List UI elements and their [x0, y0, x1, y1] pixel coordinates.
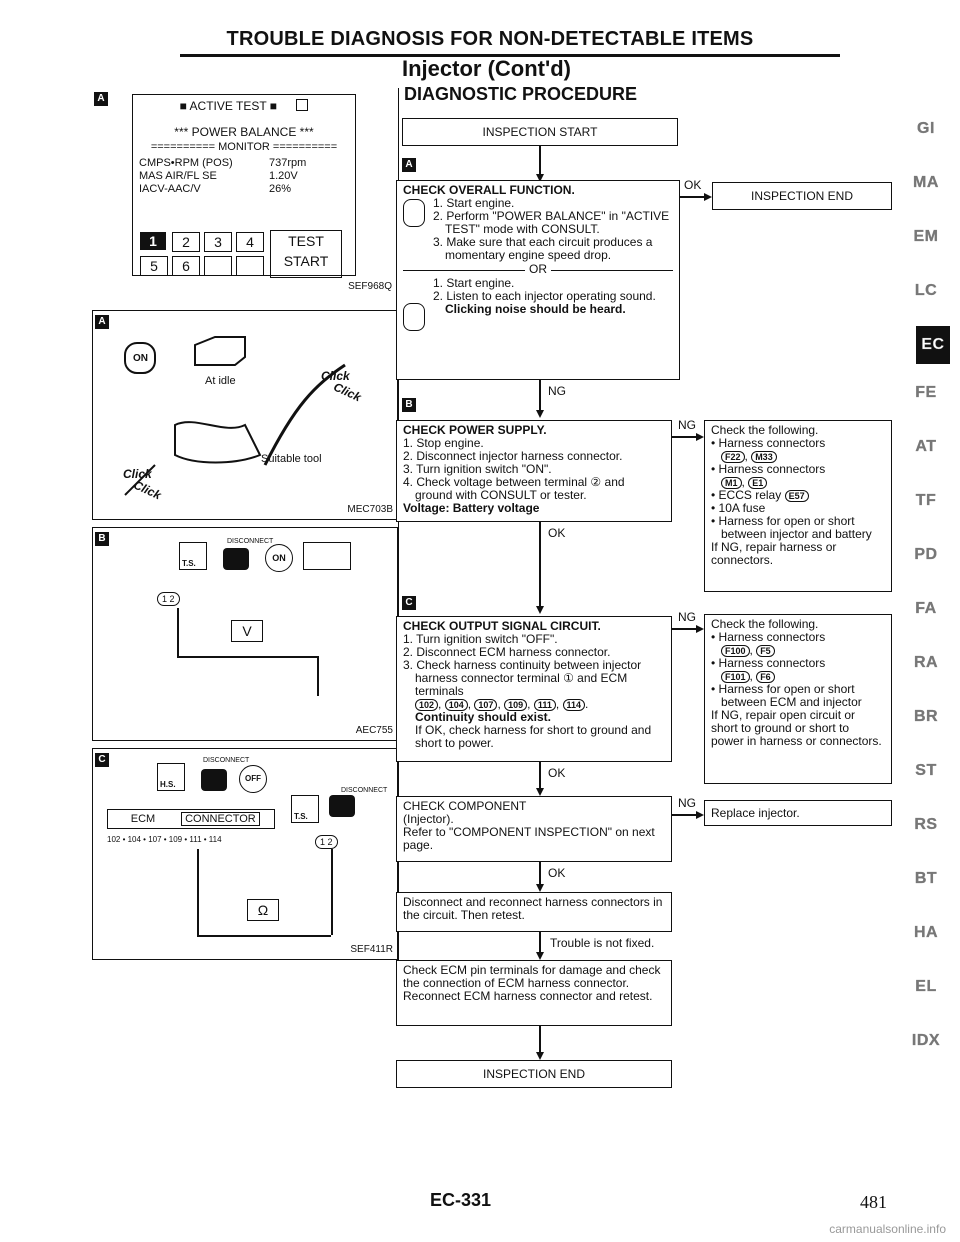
- click-label: Click: [131, 477, 164, 503]
- check-item-text: 10A fuse: [718, 501, 766, 515]
- connector-disconnect-icon: [223, 548, 249, 570]
- monitor-value: 1.20V: [269, 170, 298, 182]
- check-following-box: [704, 614, 892, 784]
- check-following-box: [704, 420, 892, 592]
- flow-line: [672, 628, 698, 630]
- key-blank[interactable]: [204, 256, 232, 276]
- key-1[interactable]: 1: [140, 232, 166, 250]
- connector-pill: F6: [756, 671, 775, 683]
- tab-st[interactable]: ST: [915, 762, 937, 779]
- monitor-rows: [139, 157, 339, 196]
- section-subtitle: Injector (Cont'd): [402, 56, 571, 81]
- step-title: CHECK OUTPUT SIGNAL CIRCUIT.: [403, 619, 601, 633]
- tab-tf[interactable]: TF: [915, 492, 937, 509]
- tab-ra[interactable]: RA: [913, 654, 939, 671]
- ts-label: T.S.: [182, 559, 196, 568]
- monitor-row: [139, 183, 339, 196]
- square-icon: ■: [266, 99, 278, 113]
- check-item-text: Harness connectors: [718, 436, 826, 450]
- probe-wire: [331, 849, 333, 935]
- step-badge-a: A: [402, 158, 416, 172]
- check-item: • Harness connectors: [711, 436, 826, 450]
- step-item: 1. Stop engine.: [403, 436, 484, 450]
- figure-code: SEF411R: [350, 944, 393, 955]
- key-4[interactable]: 4: [236, 232, 264, 252]
- procedure-title: DIAGNOSTIC PROCEDURE: [404, 84, 638, 104]
- tab-rs[interactable]: RS: [914, 816, 938, 833]
- step-item: 2. Disconnect injector harness connector.: [403, 449, 623, 463]
- flow-line: [672, 436, 698, 438]
- connector-label: CONNECTOR: [181, 812, 260, 826]
- step-item: 3. Make sure that each circuit produces a momentary engine speed drop.: [433, 235, 653, 262]
- probe-wire: [197, 935, 331, 937]
- ng-label: NG: [548, 384, 566, 398]
- flow-arrow: [536, 606, 544, 614]
- check-component-box: [396, 796, 672, 862]
- check-item: • Harness connectors: [711, 656, 826, 670]
- pill-row: F101 , F6: [711, 670, 885, 683]
- ts-label: T.S.: [294, 812, 308, 821]
- check-item: • Harness connectors: [711, 462, 826, 476]
- pill-row: F22 , M33: [711, 450, 885, 463]
- hs-label: H.S.: [160, 780, 176, 789]
- ok-label: OK: [548, 766, 566, 780]
- pill-row: 102 , 104 , 107 , 109 , 111 , 114 .: [403, 698, 665, 711]
- ecm-connector-box: [107, 809, 275, 829]
- start-label: START: [283, 253, 329, 269]
- check-overall-function-box: [396, 180, 680, 380]
- connector-disconnect-icon: [329, 795, 355, 817]
- step-item: 1. Turn ignition switch "OFF".: [403, 632, 558, 646]
- ignition-off-icon: OFF: [239, 765, 267, 793]
- monitor-row: [139, 157, 339, 170]
- pill-row: F100 , F5: [711, 644, 885, 657]
- click-label: Click: [321, 369, 350, 383]
- key-2[interactable]: 2: [172, 232, 200, 252]
- check-ecm-pins-box: Check ECM pin terminals for damage and check the connection of ECM harness connector. Reconnect ECM harness connector and retest.: [396, 960, 672, 1026]
- key-6[interactable]: 6: [172, 256, 200, 276]
- check-item-text: Harness for open or short between injector and battery: [718, 514, 872, 541]
- step-result: Continuity should exist.: [415, 710, 552, 724]
- component-title: CHECK COMPONENT: [403, 799, 527, 813]
- figure-output-circuit: [92, 748, 398, 960]
- connector-pill: F100: [721, 645, 750, 657]
- ng-label: NG: [678, 418, 696, 432]
- tab-lc[interactable]: LC: [914, 282, 938, 299]
- check-output-signal-box: [396, 616, 672, 762]
- connector-disconnect-icon: [201, 769, 227, 791]
- check-power-supply-box: [396, 420, 672, 522]
- monitor-label: CMPS•RPM (POS): [139, 157, 233, 169]
- check-item: • Harness for open or short between ECM and injector: [711, 682, 862, 709]
- ts-icon: [291, 795, 319, 823]
- tab-ma[interactable]: MA: [913, 174, 939, 191]
- flow-arrow: [696, 433, 704, 441]
- tab-ha[interactable]: HA: [913, 924, 939, 941]
- step-result: Clicking noise should be heard.: [445, 302, 626, 316]
- checkbox-icon: [296, 99, 308, 111]
- keypad: [132, 226, 358, 286]
- check-item: • Harness for open or short between injector and battery: [711, 514, 872, 541]
- component-line: Refer to "COMPONENT INSPECTION" on next page.: [403, 825, 655, 852]
- idle-label: At idle: [205, 375, 236, 387]
- ohmmeter: Ω: [247, 899, 279, 921]
- flow-arrow: [704, 193, 712, 201]
- connector-pill: F22: [721, 451, 745, 463]
- step-list: [433, 277, 673, 316]
- terminal-pill: 102: [415, 699, 438, 711]
- step-badge-c: C: [402, 596, 416, 610]
- terminal-pill: 109: [504, 699, 527, 711]
- ng-label: NG: [678, 610, 696, 624]
- terminal-pill: 114: [563, 699, 586, 711]
- ok-label: OK: [548, 526, 566, 540]
- flow-line: [672, 814, 698, 816]
- flow-arrow: [536, 952, 544, 960]
- engine-icon: [303, 542, 351, 570]
- screen-title-row: [133, 99, 355, 113]
- check-item: • ECCS relay E57: [711, 489, 885, 502]
- tab-gi[interactable]: GI: [917, 120, 935, 137]
- check-item: • Harness connectors: [711, 630, 826, 644]
- disconnect-label: DISCONNECT: [227, 538, 274, 545]
- ignition-on-icon: ON: [265, 544, 293, 572]
- step-title: CHECK POWER SUPPLY.: [403, 423, 547, 437]
- tab-at[interactable]: AT: [915, 438, 937, 455]
- flow-line: [680, 196, 706, 198]
- figure-power-supply: [92, 527, 398, 741]
- square-icon: ■: [179, 99, 190, 113]
- terminal-pill: 104: [445, 699, 468, 711]
- ok-label: OK: [548, 866, 566, 880]
- voltmeter: V: [231, 620, 263, 642]
- or-divider: [403, 263, 673, 276]
- hs-icon: [157, 763, 185, 791]
- flow-arrow: [536, 884, 544, 892]
- tab-em[interactable]: EM: [913, 228, 939, 245]
- connector-pill: E1: [748, 477, 767, 489]
- click-label: Click: [123, 467, 152, 481]
- page-number: 481: [860, 1192, 887, 1212]
- connector-pill: E57: [785, 490, 809, 502]
- check-title: Check the following.: [711, 423, 819, 437]
- flow-arrow: [536, 410, 544, 418]
- component-line: (Injector).: [403, 812, 454, 826]
- figure-injector-sound: [92, 310, 398, 520]
- screen-title: ACTIVE TEST: [189, 99, 267, 113]
- pill-row: M1 , E1: [711, 476, 885, 489]
- monitor-row: [139, 170, 339, 183]
- disconnect-label: DISCONNECT: [341, 787, 388, 794]
- engine-icon: [195, 337, 245, 365]
- inspection-end-box: INSPECTION END: [712, 182, 892, 210]
- figure-code: AEC755: [355, 725, 393, 736]
- step-item: 1. Start engine.: [433, 276, 515, 290]
- ecm-label: ECM: [130, 813, 156, 825]
- terminal-pill: 111: [534, 699, 556, 711]
- reconnect-harness-box: Disconnect and reconnect harness connectors in the circuit. Then retest.: [396, 892, 672, 932]
- probe-wire: [197, 849, 199, 935]
- tab-fa[interactable]: FA: [915, 600, 937, 617]
- page-title: TROUBLE DIAGNOSIS FOR NON-DETECTABLE ITEMS: [226, 28, 754, 50]
- monitor-value: 737rpm: [269, 157, 307, 169]
- check-item-text: Harness for open or short between ECM and injector: [718, 682, 862, 709]
- terminal-list: 102 • 104 • 107 • 109 • 111 • 114: [107, 835, 222, 844]
- disconnect-label: DISCONNECT: [203, 757, 250, 764]
- tab-idx[interactable]: IDX: [911, 1032, 941, 1049]
- check-item-text: Harness connectors: [718, 630, 826, 644]
- or-label: OR: [525, 262, 551, 276]
- tab-fe[interactable]: FE: [915, 384, 937, 401]
- figure-code: SEF968Q: [348, 281, 392, 292]
- check-item: • 10A fuse: [711, 501, 766, 515]
- watermark: carmanualsonline.info: [829, 1222, 946, 1236]
- step-list: [433, 197, 673, 262]
- power-balance-line: *** POWER BALANCE ***: [174, 125, 314, 139]
- injector-pins: 1 2: [315, 835, 338, 849]
- check-title: Check the following.: [711, 617, 819, 631]
- probe-wire: [177, 656, 317, 658]
- key-5[interactable]: 5: [140, 256, 168, 276]
- key-blank[interactable]: [236, 256, 264, 276]
- figure-badge-a: A: [94, 92, 108, 106]
- tab-el[interactable]: EL: [915, 978, 937, 995]
- tool-label: Suitable tool: [261, 453, 322, 465]
- tab-br[interactable]: BR: [913, 708, 939, 725]
- step-item: 3. Check harness continuity between injector harness connector terminal ① and ECM terminals: [403, 658, 642, 698]
- click-label: Click: [331, 379, 364, 405]
- connector-pins: 1 2: [157, 592, 180, 606]
- check-footer: If NG, repair harness or connectors.: [711, 540, 837, 567]
- step-item: 2. Disconnect ECM harness connector.: [403, 645, 611, 659]
- tab-bt[interactable]: BT: [914, 870, 938, 887]
- on-label: ON: [133, 353, 148, 364]
- step-title: CHECK OVERALL FUNCTION.: [403, 183, 575, 197]
- connector-pill: F5: [756, 645, 775, 657]
- check-item-text: Harness connectors: [718, 462, 826, 476]
- flow-arrow: [696, 811, 704, 819]
- check-item-text: Harness connectors: [718, 656, 826, 670]
- ts-icon: [179, 542, 207, 570]
- monitor-label: IACV-AAC/V: [139, 183, 201, 195]
- test-label: TEST: [288, 233, 324, 249]
- flow-line: [539, 522, 541, 610]
- ok-label: OK: [684, 178, 702, 192]
- connector-pill: F101: [721, 671, 750, 683]
- ng-label: NG: [678, 796, 696, 810]
- monitor-line: ========== MONITOR ==========: [150, 141, 338, 153]
- step-result: Voltage: Battery voltage: [403, 501, 540, 515]
- flow-line: [539, 146, 541, 176]
- key-3[interactable]: 3: [204, 232, 232, 252]
- check-footer: If NG, repair open circuit or short to ground or short to power in harness or connectors.: [711, 708, 882, 748]
- figure-badge-c: C: [95, 753, 109, 767]
- connector-pill: M1: [721, 477, 742, 489]
- flow-arrow: [696, 625, 704, 633]
- listen-icon: [403, 303, 425, 331]
- flow-line: [539, 380, 541, 414]
- step-item: 2. Listen to each injector operating sound.: [433, 289, 656, 303]
- check-item-text: ECCS relay: [718, 488, 782, 502]
- probe-wire: [177, 608, 179, 658]
- replace-injector-box: Replace injector.: [704, 800, 892, 826]
- monitor-label: MAS AIR/FL SE: [139, 170, 217, 182]
- step-item: 2. Perform "POWER BALANCE" in "ACTIVE TEST" mode with CONSULT.: [433, 209, 670, 236]
- step-badge-b: B: [402, 398, 416, 412]
- trouble-label: Trouble is not fixed.: [550, 936, 655, 950]
- inspection-end-box: INSPECTION END: [396, 1060, 672, 1088]
- injector-icon: [175, 422, 260, 462]
- flow-arrow: [536, 1052, 544, 1060]
- inspection-start-box: INSPECTION START: [402, 118, 678, 146]
- step-item: 1. Start engine.: [433, 196, 515, 210]
- figure-badge-a: A: [95, 315, 109, 329]
- connector-pill: M33: [751, 451, 777, 463]
- tab-pd[interactable]: PD: [914, 546, 938, 563]
- figure-code: MEC703B: [347, 504, 393, 515]
- ground-wire: [317, 656, 319, 696]
- tab-ec[interactable]: EC: [916, 326, 950, 364]
- flow-arrow: [536, 788, 544, 796]
- test-start-key[interactable]: [270, 230, 342, 278]
- page-code: EC-331: [430, 1190, 492, 1210]
- step-note: If OK, check harness for short to ground and short to power.: [415, 723, 652, 750]
- monitor-value: 26%: [269, 183, 292, 195]
- step-item: 3. Turn ignition switch "ON".: [403, 462, 552, 476]
- figure-consult-screen: [92, 88, 398, 296]
- figure-badge-b: B: [95, 532, 109, 546]
- step-item: 4. Check voltage between terminal ② and ground with CONSULT or tester.: [403, 475, 625, 502]
- consult-icon: [403, 199, 425, 227]
- terminal-pill: 107: [474, 699, 497, 711]
